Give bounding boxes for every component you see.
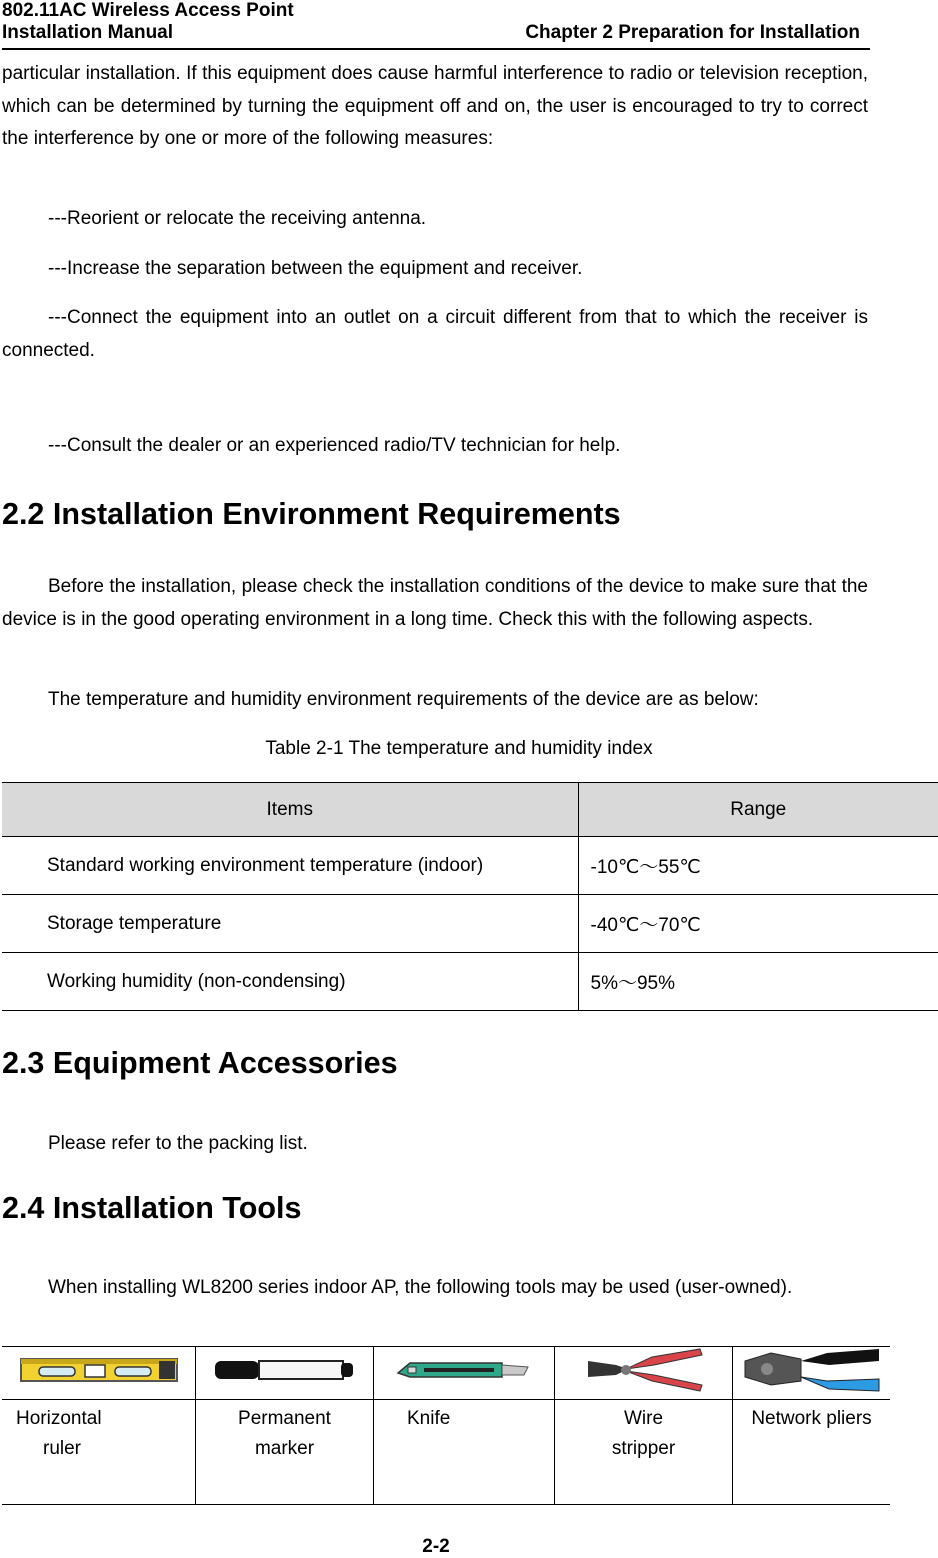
range-cell: 5%～95% xyxy=(578,953,938,1011)
tool-name-line1: Horizontal xyxy=(16,1408,102,1429)
range-cell: -40℃～70℃ xyxy=(578,895,938,953)
section-heading-2-3: 2.3 Equipment Accessories xyxy=(2,1046,398,1080)
intro-continuation: particular installation. If this equipment does cause harmful interference to radio or television reception, which can be determined by turning the equipment off and on, the user is encouraged to try to correct the interference by one or more of the following measures: xyxy=(2,63,868,149)
network-pliers-icon xyxy=(741,1347,883,1393)
table-row xyxy=(2,837,938,895)
header-product: 802.11AC Wireless Access Point xyxy=(2,0,294,21)
tools-text: When installing WL8200 series indoor AP, the following tools may be used (user-owned). xyxy=(48,1277,793,1298)
tool-name-line2: stripper xyxy=(611,1438,676,1459)
tool-image-cell xyxy=(555,1347,733,1400)
header-chapter: Chapter 2 Preparation for Installation xyxy=(525,22,860,43)
header-manual: Installation Manual xyxy=(2,22,174,43)
table-header-row xyxy=(2,783,938,837)
header-left xyxy=(2,0,294,44)
measure-item: ---Reorient or relocate the receiving antenna. xyxy=(48,208,427,229)
tool-name-line2: ruler xyxy=(43,1438,82,1459)
tool-name-cell xyxy=(374,1400,555,1505)
tool-name-cell xyxy=(733,1400,891,1505)
tool-name-line2: marker xyxy=(254,1438,315,1459)
temperature-humidity-table xyxy=(2,782,938,1011)
tool-image-cell xyxy=(196,1347,374,1400)
tool-name-cell xyxy=(555,1400,733,1505)
header-cell-range: Range xyxy=(578,783,938,837)
measure-item: ---Consult the dealer or an experienced radio/TV technician for help. xyxy=(48,435,621,456)
tool-name-cell xyxy=(2,1400,196,1505)
measure-item: ---Increase the separation between the equipment and receiver. xyxy=(48,258,583,279)
tool-image-cell xyxy=(2,1347,196,1400)
tool-name-line1: Knife xyxy=(407,1408,451,1429)
wire-stripper-icon xyxy=(582,1347,706,1393)
section-heading-2-2: 2.2 Installation Environment Requirements xyxy=(2,497,621,531)
tool-name-line1: Network pliers xyxy=(751,1408,872,1429)
tool-name-cell xyxy=(196,1400,374,1505)
knife-icon xyxy=(394,1359,534,1381)
horizontal-ruler-icon xyxy=(19,1353,179,1387)
env-paragraph-2: The temperature and humidity environment requirements of the device are as below: xyxy=(48,689,759,710)
page-number: 2-2 xyxy=(422,1536,450,1557)
tool-image-cell xyxy=(374,1347,555,1400)
tool-name-line1: Wire xyxy=(623,1408,664,1429)
range-cell: -10℃～55℃ xyxy=(578,837,938,895)
table-caption: Table 2-1 The temperature and humidity index xyxy=(265,738,653,759)
tools-table xyxy=(2,1346,890,1505)
measure-item: ---Connect the equipment into an outlet on a circuit different from that to which the receiver is connected. xyxy=(2,307,868,361)
tool-image-cell xyxy=(733,1347,891,1400)
table-row xyxy=(2,895,938,953)
item-cell: Working humidity (non-condensing) xyxy=(2,953,578,1011)
header-cell-items: Items xyxy=(2,783,578,837)
page-header xyxy=(2,0,870,50)
tools-name-row xyxy=(2,1400,890,1505)
env-paragraph: Before the installation, please check the installation conditions of the device to make sure that the device is in the good operating environment in a long time. Check this with the following aspects. xyxy=(2,576,868,630)
section-heading-2-4: 2.4 Installation Tools xyxy=(2,1191,302,1225)
table-row xyxy=(2,953,938,1011)
item-cell: Storage temperature xyxy=(2,895,578,953)
accessories-text: Please refer to the packing list. xyxy=(48,1133,308,1154)
item-cell: Standard working environment temperature (indoor) xyxy=(2,837,578,895)
permanent-marker-icon xyxy=(213,1358,357,1382)
tool-name-line1: Permanent xyxy=(238,1408,331,1429)
tools-image-row xyxy=(2,1347,890,1400)
